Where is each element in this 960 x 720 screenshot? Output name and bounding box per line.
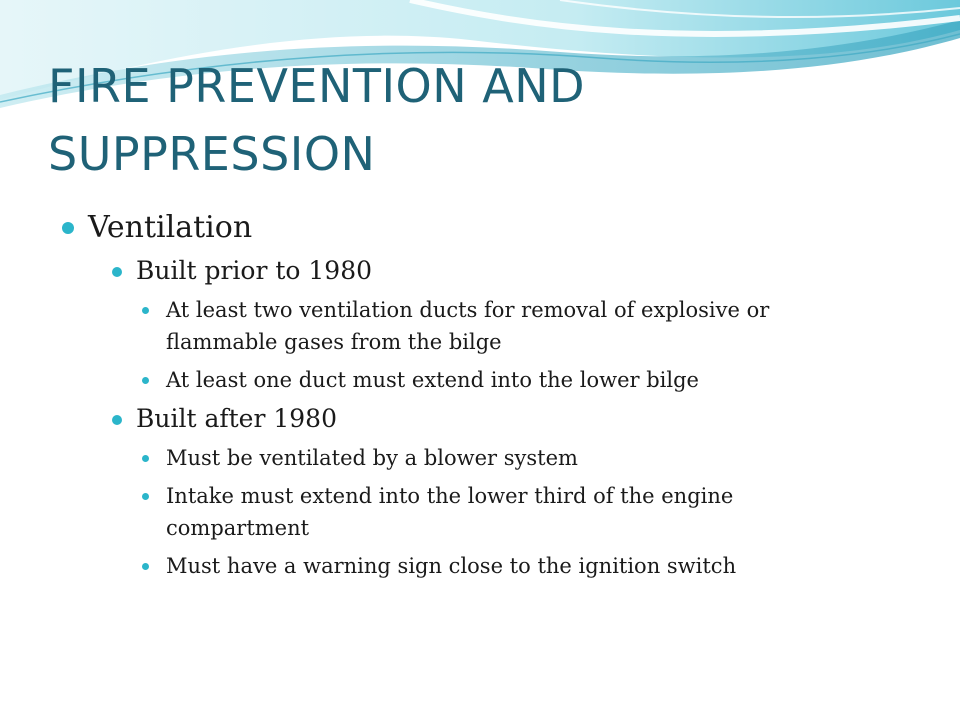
sub-list (88, 254, 880, 582)
sub-sub-list (136, 442, 880, 582)
list-item-text: At least one duct must extend into the lower bilge (166, 368, 699, 392)
list-item (136, 480, 880, 544)
heading-ventilation: Ventilation (88, 210, 253, 245)
bullet-dot-icon (142, 377, 149, 384)
bullet-dot-icon (142, 307, 149, 314)
list-item (136, 294, 880, 358)
bullet-list (60, 206, 880, 582)
bullet-ventilation (60, 206, 880, 582)
group-label: Built after 1980 (136, 404, 337, 433)
list-item-text: Must have a warning sign close to the ignition switch (166, 554, 737, 578)
bullet-built-after-1980 (98, 402, 880, 582)
list-item-text: At least two ventilation ducts for removal of explosive or flammable gases from the bilge (166, 298, 770, 354)
list-item-text: Intake must extend into the lower third of the engine compartment (166, 484, 734, 540)
list-item (136, 550, 880, 582)
bullet-built-prior-1980 (98, 254, 880, 396)
bullet-dot-icon (142, 493, 149, 500)
bullet-dot-icon (62, 222, 74, 234)
group-label: Built prior to 1980 (136, 256, 373, 285)
list-item-text: Must be ventilated by a blower system (166, 446, 578, 470)
list-item (136, 364, 880, 396)
bullet-dot-icon (142, 455, 149, 462)
bullet-dot-icon (142, 563, 149, 570)
sub-sub-list (136, 294, 880, 396)
list-item (136, 442, 880, 474)
bullet-dot-icon (112, 267, 122, 277)
slide-body (60, 206, 880, 588)
bullet-dot-icon (112, 415, 122, 425)
slide-title: FIRE PREVENTION AND SUPPRESSION (48, 59, 586, 181)
